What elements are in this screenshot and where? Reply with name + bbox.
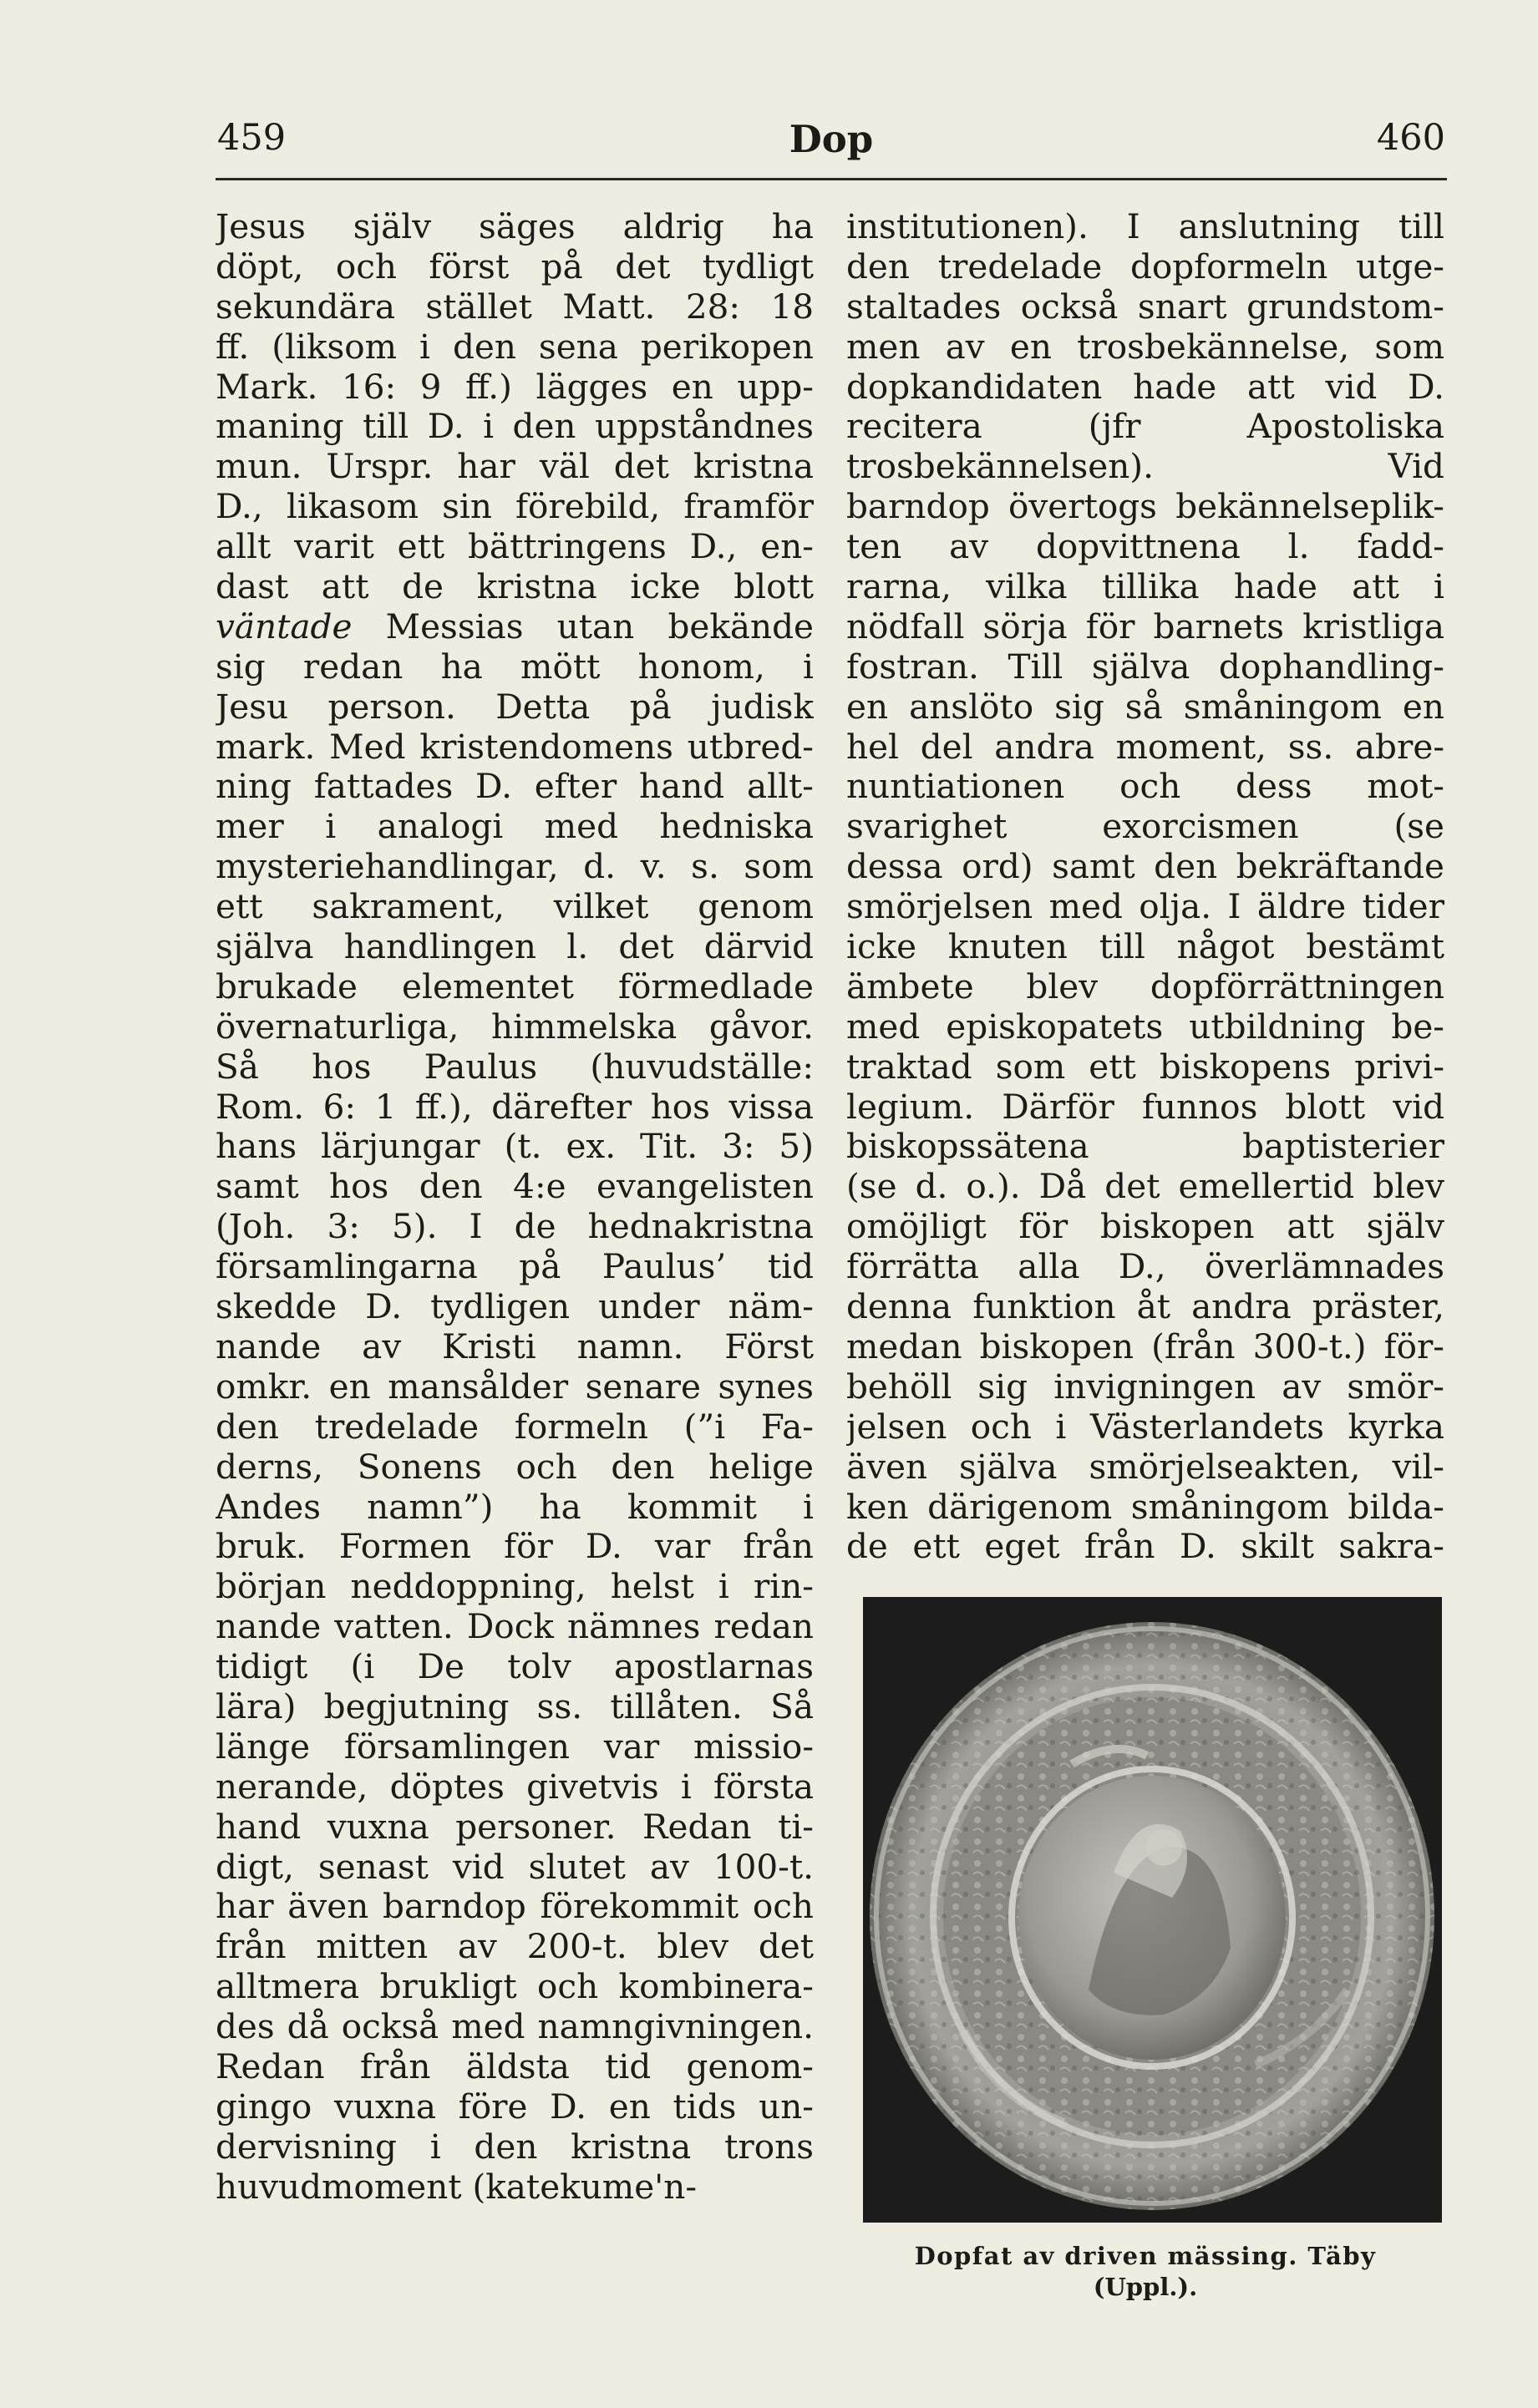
- text-line: biskopssätena baptisterier: [846, 1127, 1444, 1167]
- text-line: men av en trosbekännelse, som: [846, 327, 1444, 367]
- text-line: Rom. 6: 1 ff.), därefter hos vissa: [216, 1087, 814, 1127]
- text-line: smörjelsen med olja. I äldre tider: [846, 887, 1444, 927]
- text-line: församlingarna på Paulus’ tid: [216, 1247, 814, 1287]
- right-column: [846, 207, 1444, 1567]
- text-line: hans lärjungar (t. ex. Tit. 3: 5): [216, 1127, 814, 1167]
- text-line: nuntiationen och dess mot-: [846, 767, 1444, 807]
- text-line: dopkandidaten hade att vid D.: [846, 367, 1444, 407]
- text-line: derns, Sonens och den helige: [216, 1447, 814, 1487]
- text-line: övernaturliga, himmelska gåvor.: [216, 1006, 814, 1047]
- page-number-right: 460: [1376, 117, 1445, 159]
- text-line: barndop övertogs bekännelseplik-: [846, 487, 1444, 527]
- text-line: dessa ord) samt den bekräftande: [846, 847, 1444, 887]
- text-line: mysteriehandlingar, d. v. s. som: [216, 847, 814, 887]
- text-line: Mark. 16: 9 ff.) lägges en upp-: [216, 367, 814, 407]
- running-title: Dop: [789, 117, 874, 161]
- text-line: alltmera brukligt och kombinera-: [216, 1967, 814, 2007]
- text-line-italic-start: väntade Messias utan bekände: [216, 606, 814, 646]
- text-line: dervisning i den kristna trons: [216, 2127, 814, 2167]
- text-line: mer i analogi med hedniska: [216, 807, 814, 847]
- text-line: ken därigenom småningom bilda-: [846, 1487, 1444, 1527]
- text-line: själva handlingen l. det därvid: [216, 927, 814, 967]
- text-line: hand vuxna personer. Redan ti-: [216, 1807, 814, 1847]
- text-line: skedde D. tydligen under näm-: [216, 1287, 814, 1327]
- text-line: tidigt (i De tolv apostlarnas: [216, 1647, 814, 1687]
- text-line: sekundära stället Matt. 28: 18: [216, 286, 814, 327]
- text-line: Jesu person. Detta på judisk: [216, 687, 814, 727]
- text-line: huvudmoment (katekume'n-: [216, 2167, 698, 2207]
- text-line: gingo vuxna före D. en tids un-: [216, 2086, 814, 2127]
- text-line: D., likasom sin förebild, framför: [216, 487, 814, 527]
- text-line: ff. (liksom i den sena perikopen: [216, 327, 814, 367]
- text-line: samt hos den 4:e evangelisten: [216, 1167, 814, 1207]
- text-line: svarighet exorcismen (se: [846, 807, 1444, 847]
- text-line: traktad som ett biskopens privi-: [846, 1047, 1444, 1087]
- text-line: den tredelade formeln (”i Fa-: [216, 1407, 814, 1447]
- text-line: nödfall sörja för barnets kristliga: [846, 606, 1444, 646]
- text-line: Redan från äldsta tid genom-: [216, 2046, 814, 2086]
- text-line: (Joh. 3: 5). I de hednakristna: [216, 1207, 814, 1247]
- left-column: [216, 207, 814, 2208]
- text-line: ämbete blev dopförrättningen: [846, 966, 1444, 1006]
- text-line: en anslöto sig så småningom en: [846, 687, 1444, 727]
- text-line: institutionen). I anslutning till: [846, 207, 1444, 246]
- text-line: trosbekännelsen). Vid: [846, 447, 1444, 487]
- text-line: länge församlingen var missio-: [216, 1726, 814, 1767]
- text-line: nande av Kristi namn. Först: [216, 1326, 814, 1366]
- figure-caption: [846, 2241, 1444, 2303]
- text-line: staltades också snart grundstom-: [846, 286, 1444, 327]
- text-line: omkr. en mansålder senare synes: [216, 1366, 814, 1407]
- caption-line: (Uppl.).: [1093, 2273, 1198, 2301]
- text-line: ett sakrament, vilket genom: [216, 887, 814, 927]
- text-line: maning till D. i den uppståndnes: [216, 407, 814, 447]
- text-line: brukade elementet förmedlade: [216, 966, 814, 1006]
- text-line: jelsen och i Västerlandets kyrka: [846, 1407, 1444, 1447]
- text-line: denna funktion åt andra präster,: [846, 1287, 1444, 1327]
- text-line: Så hos Paulus (huvudställe:: [216, 1047, 814, 1087]
- text-line: nande vatten. Dock nämnes redan: [216, 1607, 814, 1647]
- text-line: bruk. Formen för D. var från: [216, 1527, 814, 1567]
- text-line: medan biskopen (från 300-t.) för-: [846, 1326, 1444, 1366]
- baptismal-dish-photo: [863, 1597, 1442, 2223]
- text-line: även själva smörjelseakten, vil-: [846, 1447, 1444, 1487]
- text-line: ten av dopvittnena l. fadd-: [846, 527, 1444, 567]
- text-line: sig redan ha mött honom, i: [216, 646, 814, 687]
- text-line: döpt, och först på det tydligt: [216, 246, 814, 286]
- baptismal-dish-image: [863, 1597, 1442, 2223]
- text-line: lära) begjutning ss. tillåten. Så: [216, 1686, 814, 1726]
- text-line: rarna, vilka tillika hade att i: [846, 567, 1444, 607]
- text-line: förrätta alla D., överlämnades: [846, 1247, 1444, 1287]
- text-line: hel del andra moment, ss. abre-: [846, 727, 1444, 767]
- running-header: [217, 117, 1445, 167]
- text-line: recitera (jfr Apostoliska: [846, 407, 1444, 447]
- text-line: den tredelade dopformeln utge-: [846, 246, 1444, 286]
- text-line: (se d. o.). Då det emellertid blev: [846, 1167, 1444, 1207]
- text-line: ning fattades D. efter hand allt-: [216, 767, 814, 807]
- text-line: omöjligt för biskopen att själv: [846, 1207, 1444, 1247]
- text-line: nerande, döptes givetvis i första: [216, 1767, 814, 1807]
- text-line: allt varit ett bättringens D., en-: [216, 527, 814, 567]
- text-line: Jesus själv säges aldrig ha: [216, 207, 814, 246]
- text-line: behöll sig invigningen av smör-: [846, 1366, 1444, 1407]
- text-line: Andes namn”) ha kommit i: [216, 1487, 814, 1527]
- text-line: digt, senast vid slutet av 100-t.: [216, 1847, 814, 1887]
- caption-line: Dopfat av driven mässing. Täby: [914, 2242, 1377, 2270]
- text-line: de ett eget från D. skilt sakra-: [846, 1527, 1444, 1567]
- text-line: fostran. Till själva dophandling-: [846, 646, 1444, 687]
- text-line: har även barndop förekommit och: [216, 1887, 814, 1927]
- text-line: med episkopatets utbildning be-: [846, 1006, 1444, 1047]
- page-number-left: 459: [217, 117, 287, 159]
- text-line: början neddoppning, helst i rin-: [216, 1567, 814, 1607]
- text-line: des då också med namngivningen.: [216, 2007, 814, 2047]
- text-line: mark. Med kristendomens utbred-: [216, 727, 814, 767]
- text-line: legium. Därför funnos blott vid: [846, 1087, 1444, 1127]
- header-rule: [216, 178, 1447, 180]
- text-line: mun. Urspr. har väl det kristna: [216, 447, 814, 487]
- text-line: dast att de kristna icke blott: [216, 567, 814, 607]
- text-line: icke knuten till något bestämt: [846, 927, 1444, 967]
- text-line: från mitten av 200-t. blev det: [216, 1927, 814, 1967]
